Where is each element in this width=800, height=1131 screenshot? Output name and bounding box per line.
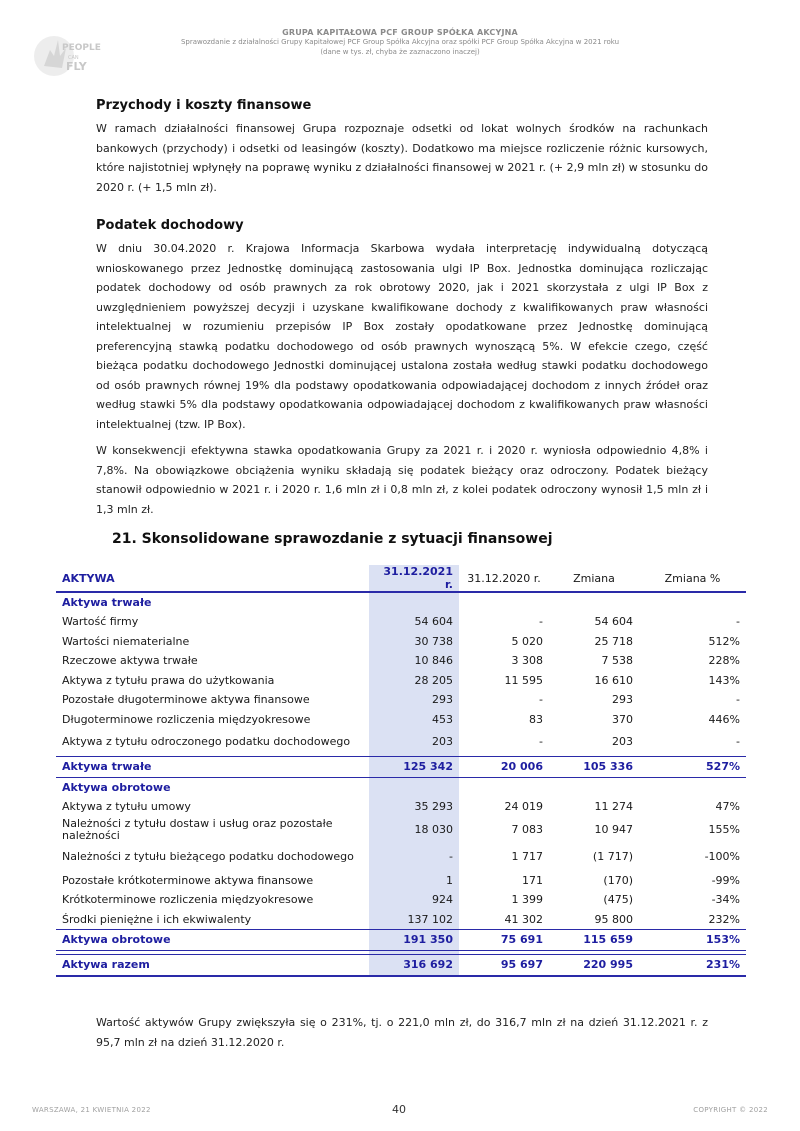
- row-value-2021: 10 846: [369, 651, 459, 671]
- row-value-2020: -: [539, 735, 543, 749]
- row-label: Rzeczowe aktywa trwałe: [62, 654, 198, 668]
- header-assets: AKTYWA: [62, 571, 115, 585]
- row-change: 11 274: [594, 800, 633, 814]
- row-change: (1 717): [592, 850, 633, 863]
- row-change: 25 718: [594, 634, 633, 648]
- row-label: Środki pieniężne i ich ekwiwalenty: [62, 912, 252, 926]
- page-header: [110, 28, 690, 57]
- page-number: 40: [392, 1103, 406, 1116]
- row-change-pct: 155%: [708, 823, 740, 836]
- subtotal-row: [56, 756, 746, 777]
- row-change-pct: 232%: [708, 912, 740, 926]
- row-value-2021: 203: [369, 729, 459, 756]
- row-change-pct: -: [736, 693, 740, 707]
- row-change: 370: [612, 712, 633, 726]
- row-value-2021: 1: [369, 871, 459, 891]
- table-row: [56, 797, 746, 817]
- row-change-pct: 228%: [708, 654, 740, 668]
- svg-text:CAN: CAN: [68, 55, 79, 61]
- subtotal-2021: 125 342: [369, 756, 459, 777]
- finance-paragraph: W ramach działalności finansowej Grupa rozpoznaje odsetki od lokat wolnych środków na rachunkach bankowych (przychody) i odsetki od leasingów (koszty). Dodatkowo ma miejsce rozliczenie różnic kursowych, które najistotniej wpłynęły na poprawę wyniku z działalności finansowej w 2021 r. (+ 2,9 mln zł) w stosunku do 2020 r. (+ 1,5 mln zł).: [96, 122, 708, 194]
- group-label-row: [56, 592, 746, 612]
- header-change-pct: Zmiana %: [664, 571, 721, 585]
- assets-table: [56, 565, 746, 977]
- group-label-row: [56, 777, 746, 797]
- header-change: Zmiana: [573, 571, 615, 585]
- grand-total-label: Aktywa razem: [56, 954, 369, 976]
- row-label: Krótkoterminowe rozliczenia międzyokresowe: [62, 893, 314, 907]
- row-label: Wartości niematerialne: [62, 634, 190, 648]
- subtotal-2020: 75 691: [459, 929, 549, 950]
- svg-text:FLY: FLY: [66, 60, 87, 73]
- row-value-2021: 35 293: [369, 797, 459, 817]
- grand-total-2020: 95 697: [459, 954, 549, 976]
- row-value-2020: 83: [529, 712, 543, 726]
- table-row: [56, 890, 746, 910]
- grand-total-row: [56, 954, 746, 976]
- row-value-2020: 41 302: [504, 912, 543, 926]
- row-change-pct: -100%: [704, 850, 740, 863]
- section-21-heading: 21. Skonsolidowane sprawozdanie z sytuacji finansowej: [112, 531, 553, 547]
- header-2021: 31.12.2021 r.: [369, 565, 459, 592]
- row-label: Aktywa z tytułu umowy: [62, 800, 191, 814]
- row-value-2020: 3 308: [511, 654, 543, 668]
- header-subtitle: Sprawozdanie z działalności Grupy Kapitałowej PCF Group Spółka Akcyjna oraz spółki PCF Group Spółka Akcyjna w 2021 roku: [180, 38, 620, 46]
- row-change: (170): [603, 873, 633, 887]
- row-value-2021: 30 738: [369, 632, 459, 652]
- row-label: Aktywa z tytułu prawa do użytkowania: [62, 673, 275, 687]
- row-value-2020: 1 717: [511, 850, 543, 863]
- tax-heading: Podatek dochodowy: [96, 218, 244, 233]
- grand-total-2021: 316 692: [369, 954, 459, 976]
- group-label: Aktywa obrotowe: [62, 780, 171, 794]
- subtotal-change-pct: 527%: [639, 756, 746, 777]
- table-row: [56, 910, 746, 930]
- row-value-2020: -: [539, 615, 543, 629]
- row-change-pct: -: [736, 735, 740, 749]
- row-label: Należności z tytułu bieżącego podatku dochodowego: [62, 850, 354, 863]
- header-units-note: (dane w tys. zł, chyba że zaznaczono inaczej): [320, 48, 480, 56]
- row-label: Pozostałe krótkoterminowe aktywa finansowe: [62, 873, 314, 887]
- row-change: 293: [612, 693, 633, 707]
- row-change: 54 604: [594, 615, 633, 629]
- subtotal-change: 105 336: [549, 756, 639, 777]
- row-value-2020: -: [539, 693, 543, 707]
- table-row: [56, 710, 746, 730]
- subtotal-row: [56, 929, 746, 950]
- company-logo: [32, 26, 101, 82]
- row-value-2020: 5 020: [511, 634, 543, 648]
- footer-copyright: COPYRIGHT © 2022: [693, 1106, 768, 1114]
- row-change-pct: 512%: [708, 634, 740, 648]
- row-change-pct: 446%: [708, 712, 740, 726]
- table-row: [56, 671, 746, 691]
- footer-location-date: WARSZAWA, 21 KWIETNIA 2022: [32, 1106, 151, 1114]
- row-change-pct: -34%: [711, 893, 740, 907]
- row-change: 7 538: [601, 654, 633, 668]
- row-label: Pozostałe długoterminowe aktywa finansowe: [62, 693, 310, 707]
- subtotal-2021: 191 350: [369, 929, 459, 950]
- row-value-2021: 293: [369, 690, 459, 710]
- header-company: GRUPA KAPITAŁOWA PCF GROUP SPÓŁKA AKCYJNA: [282, 28, 518, 37]
- finance-heading: Przychody i koszty finansowe: [96, 98, 312, 113]
- subtotal-label: Aktywa obrotowe: [56, 929, 369, 950]
- row-change: (475): [603, 893, 633, 907]
- svg-text:PEOPLE: PEOPLE: [62, 43, 101, 53]
- row-label: Długoterminowe rozliczenia międzyokresowe: [62, 712, 311, 726]
- row-value-2020: 24 019: [504, 800, 543, 814]
- row-label: Aktywa z tytułu odroczonego podatku dochodowego: [62, 735, 351, 749]
- row-label: Należności z tytułu dostaw i usług oraz pozostałe należności: [62, 817, 333, 842]
- table-row: [56, 729, 746, 756]
- row-value-2020: 1 399: [511, 893, 543, 907]
- row-value-2020: 11 595: [504, 673, 543, 687]
- subtotal-change: 115 659: [549, 929, 639, 950]
- row-change-pct: -99%: [711, 873, 740, 887]
- row-label: Wartość firmy: [62, 615, 139, 629]
- subtotal-label: Aktywa trwałe: [56, 756, 369, 777]
- row-change-pct: -: [736, 615, 740, 629]
- row-change: 16 610: [594, 673, 633, 687]
- table-row: [56, 612, 746, 632]
- row-value-2021: 924: [369, 890, 459, 910]
- subtotal-2020: 20 006: [459, 756, 549, 777]
- finance-section: [96, 98, 708, 197]
- row-change: 95 800: [594, 912, 633, 926]
- row-change: 203: [612, 735, 633, 749]
- row-value-2021: 54 604: [369, 612, 459, 632]
- row-value-2020: 171: [522, 873, 543, 887]
- header-2020: 31.12.2020 r.: [467, 571, 541, 585]
- row-change-pct: 143%: [708, 673, 740, 687]
- group-label: Aktywa trwałe: [62, 596, 152, 609]
- tax-paragraph-1: W dniu 30.04.2020 r. Krajowa Informacja Skarbowa wydała interpretację indywidualną dotyczącą wnioskowanego przez Jednostkę dominującą zastosowania ulgi IP Box. Jednostka dominująca rozliczając podatek dochodowy od osób prawnych za rok obrotowy 2020, jak i 2021 skorzystała z ulgi IP Box z uwzględnieniem powyższej decyzji i uzyskane kwalifikowane dochody z kwalifikowanych praw własności intelektualnej w rozumieniu przepisów IP Box zostały opodatkowane przez Jednostkę dominującą preferencyjną stawką podatku dochodowego od osób prawnych wynoszącą 5%. W efekcie czego, część bieżąca podatku dochodowego Jednostki dominującej ustalona została według stawki podatku dochodowego od osób prawnych równej 19% dla podstawy opodatkowania odpowiadającej dochodom z innych źródeł oraz według stawki 5% dla podstawy opodatkowania odpowiadającej dochodom z kwalifikowanych praw własności intelektualnej (tzw. IP Box).: [96, 242, 708, 431]
- table-row: [56, 871, 746, 891]
- table-header-row: [56, 565, 746, 592]
- row-value-2021: -: [369, 844, 459, 871]
- summary-section: [96, 1013, 708, 1052]
- table-row: [56, 632, 746, 652]
- row-value-2021: 28 205: [369, 671, 459, 691]
- table-row: [56, 651, 746, 671]
- table-row: [56, 690, 746, 710]
- tax-section: [96, 218, 708, 519]
- table-row: [56, 817, 746, 844]
- row-change-pct: 47%: [715, 800, 740, 814]
- summary-paragraph: Wartość aktywów Grupy zwiększyła się o 231%, tj. o 221,0 mln zł, do 316,7 mln zł na dzień 31.12.2021 r. z 95,7 mln zł na dzień 31.12.2020 r.: [96, 1016, 708, 1049]
- row-value-2021: 18 030: [369, 817, 459, 844]
- tax-paragraph-2: W konsekwencji efektywna stawka opodatkowania Grupy za 2021 r. i 2020 r. wyniosła odpowiednio 4,8% i 7,8%. Na obowiązkowe obciążenia wyniku składają się podatek bieżący oraz odroczony. Podatek bieżący stanowił odpowiednio w 2021 r. i 2020 r. 1,6 mln zł i 0,8 mln zł, z kolei podatek odroczony wynosił 1,5 mln zł i 1,3 mln zł.: [96, 444, 708, 516]
- grand-total-change: 220 995: [549, 954, 639, 976]
- row-value-2021: 453: [369, 710, 459, 730]
- subtotal-change-pct: 153%: [639, 929, 746, 950]
- table-row: [56, 844, 746, 871]
- row-value-2021: 137 102: [369, 910, 459, 930]
- grand-total-change-pct: 231%: [639, 954, 746, 976]
- row-value-2020: 7 083: [511, 823, 543, 836]
- row-change: 10 947: [594, 823, 633, 836]
